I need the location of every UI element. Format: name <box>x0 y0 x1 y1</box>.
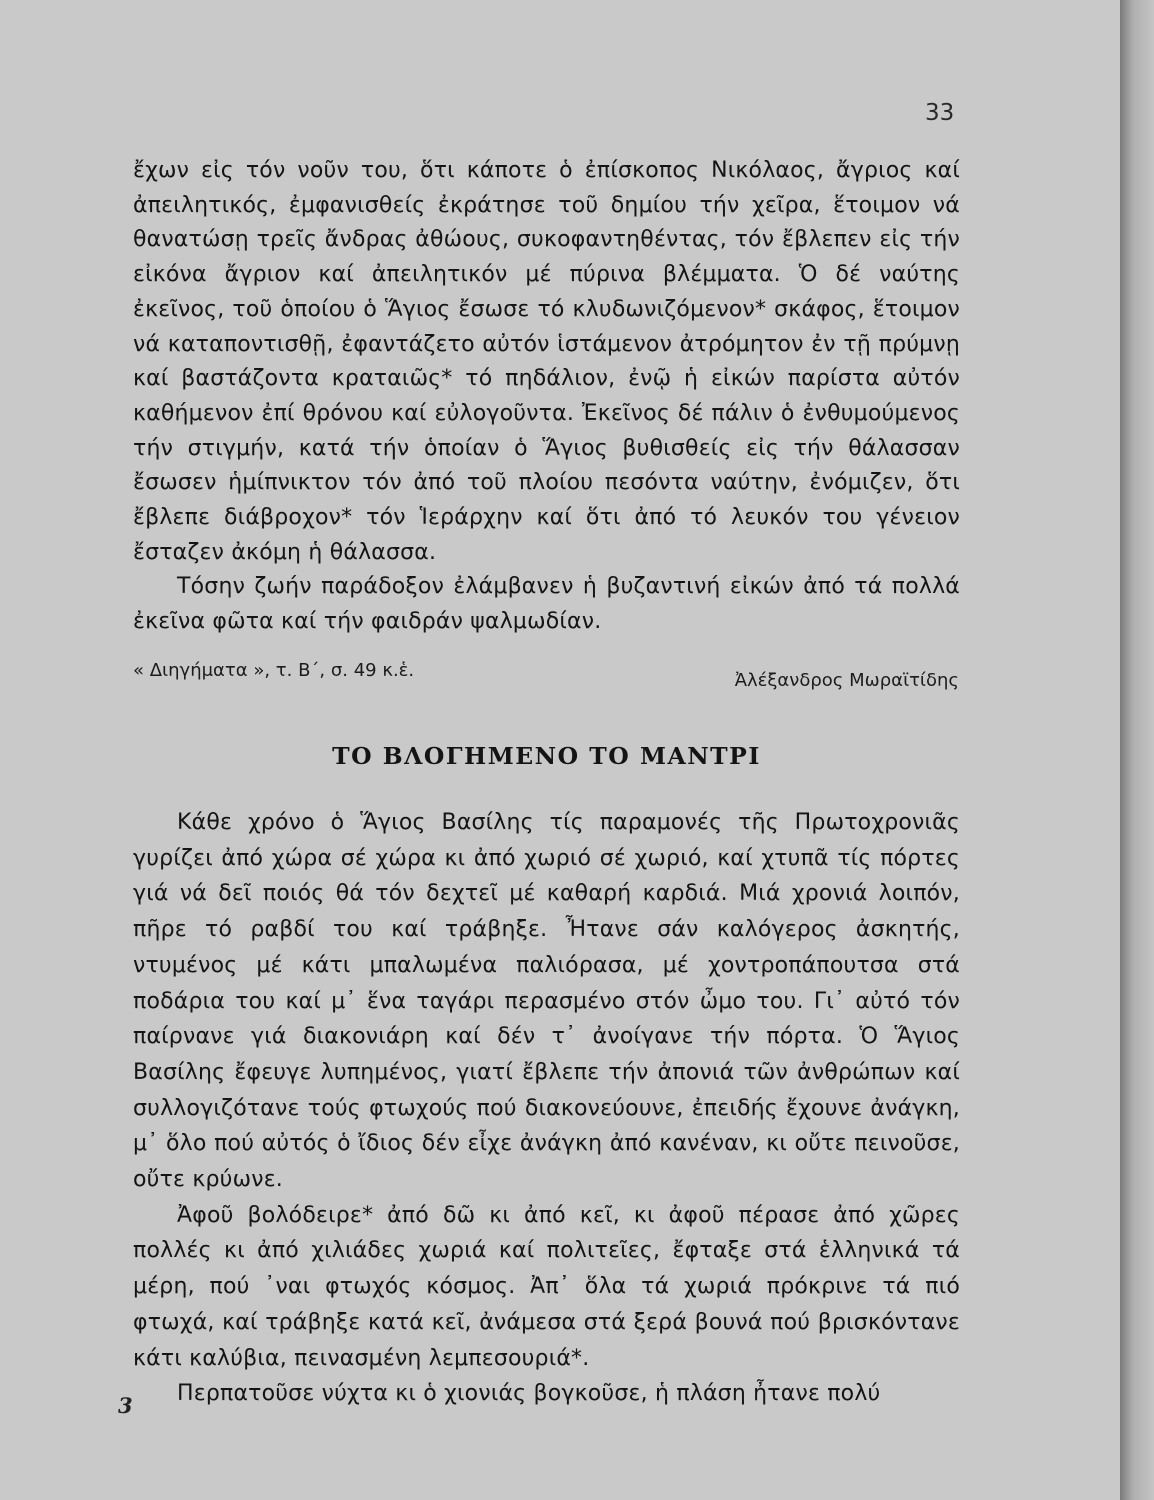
top-passage-paragraph: ἔχων εἰς τόν νοῦν του, ὅτι κάποτε ὁ ἐπίσκοπος Νικόλαος, ἄγριος καί ἀπειλητικός, ἐμφανισθείς ἐκράτησε τοῦ δημίου τήν χεῖρα, ἕτοιμον νά θανατώσῃ τρεῖς ἄνδρας ἀθώους, συκοφαντηθέντας, τόν ἔβλεπεν εἰς τήν εἰκόνα ἄγριον καί ἀπειλητικόν μέ πύρινα βλέμματα. Ὁ δέ ναύτης ἐκεῖνος, τοῦ ὁποίου ὁ Ἅγιος ἔσωσε τό κλυδωνιζόμενον* σκάφος, ἕτοιμον νά καταποντισθῇ, ἐφαντάζετο αὐτόν ἱστάμενον ἀτρόμητον ἐν τῇ πρύμνῃ καί βαστάζοντα κραταιῶς* τό πηδάλιον, ἐνῷ ἡ εἰκών παρίστα αὐτόν καθήμενον ἐπί θρόνου καί εὐλογοῦντα. Ἐκεῖνος δέ πάλιν ὁ ἐνθυμούμενος τήν στιγμήν, κατά τήν ὁποίαν ὁ Ἅγιος βυθισθείς εἰς τήν θάλασσαν ἔσωσεν ἡμίπνικτον τόν ἀπό τοῦ πλοίου πεσόντα ναύτην, ἐνόμιζεν, ὅτι ἔβλεπε διάβροχον* τόν Ἱεράρχην καί ὅτι ἀπό τό λευκόν του γένειον ἔσταζεν ἀκόμη ἡ θάλασσα. <box>133 158 960 565</box>
page-edge <box>1120 0 1154 1500</box>
citation-author: Ἀλέξανδρος Μωραϊτίδης <box>734 670 959 691</box>
story-text <box>133 805 960 1412</box>
citation-source: « Διηγήματα », τ. Β΄, σ. 49 κ.ἑ. <box>133 660 415 681</box>
signature-mark: 3 <box>118 1393 133 1418</box>
story-paragraph: Περπατοῦσε νύχτα κι ὁ χιονιάς βογκοῦσε, ἡ πλάση ἦτανε πολύ <box>177 1381 881 1407</box>
top-passage <box>133 154 960 640</box>
section-title: ΤΟ ΒΛΟΓΗΜΕΝΟ ΤΟ ΜΑΝΤΡΙ <box>332 742 761 770</box>
page-number: 33 <box>925 100 955 126</box>
citation <box>133 660 959 691</box>
top-passage-paragraph: Τόσην ζωήν παράδοξον ἐλάμβανεν ἡ βυζαντινή εἰκών ἀπό τά πολλά ἐκεῖνα φῶτα καί τήν φαιδράν ψαλμωδίαν. <box>133 574 960 635</box>
story-paragraph: Ἀφοῦ βολόδειρε* ἀπό δῶ κι ἀπό κεῖ, κι ἀφοῦ πέρασε ἀπό χῶρες πολλές κι ἀπό χιλιάδες χωριά καί πολιτεῖες, ἔφταξε στά ἑλληνικά τά μέρη, πού ᾽ναι φτωχός κόσμος. Ἀπ᾽ ὅλα τά χωριά πρόκρινε τά πιό φτωχά, καί τράβηξε κατά κεῖ, ἀνάμεσα στά ξερά βουνά πού βρισκόντανε κάτι καλύβια, πεινασμένη λεμπεσουριά*. <box>133 1202 960 1371</box>
story-paragraph: Κάθε χρόνο ὁ Ἅγιος Βασίλης τίς παραμονές τῆς Πρωτοχρονιᾶς γυρίζει ἀπό χώρα σέ χώρα κι ἀπό χωριό σέ χωριό, καί χτυπᾶ τίς πόρτες γιά νά δεῖ ποιός θά τόν δεχτεῖ μέ καθαρή καρδιά. Μιά χρονιά λοιπόν, πῆρε τό ραβδί του καί τράβηξε. Ἦτανε σάν καλόγερος ἀσκητής, ντυμένος μέ κάτι μπαλωμένα παλιόρασα, μέ χοντροπάπουτσα στά ποδάρια του καί μ᾽ ἕνα ταγάρι περασμένο στόν ὦμο του. Γι᾽ αὐτό τόν παίρνανε γιά διακονιάρη καί δέν τ᾽ ἀνοίγανε τήν πόρτα. Ὁ Ἅγιος Βασίλης ἔφευγε λυπημένος, γιατί ἔβλεπε τήν ἀπονιά τῶν ἀνθρώπων καί συλλογιζότανε τούς φτωχούς πού διακονεύουνε, ἐπειδής ἔχουνε ἀνάγκη, μ᾽ ὅλο πού αὐτός ὁ ἴδιος δέν εἶχε ἀνάγκη ἀπό κανέναν, κι οὔτε πεινοῦσε, οὔτε κρύωνε. <box>133 810 960 1193</box>
